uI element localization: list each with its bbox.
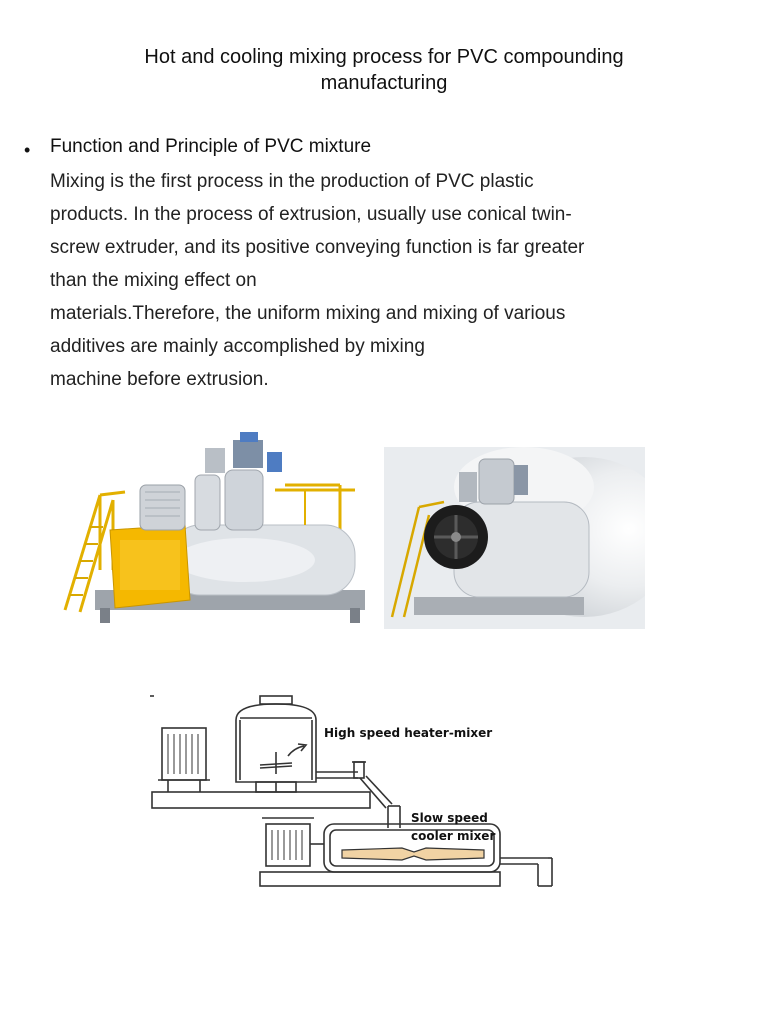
mixer-photo-right (384, 447, 645, 629)
paragraph-line-5: materials.Therefore, the uniform mixing and mixing of various (50, 303, 566, 324)
title-line-1: Hot and cooling mixing process for PVC compounding (144, 46, 624, 68)
section-heading: Function and Principle of PVC mixture (50, 136, 372, 157)
bullet-point: • (24, 140, 31, 160)
label-heater-mixer: High speed heater-mixer (324, 726, 493, 740)
paragraph-line-3: screw extruder, and its positive conveying function is far greater (50, 237, 585, 258)
label-cooler-mixer-line-1: Slow speed (411, 811, 488, 825)
label-cooler-mixer-line-2: cooler mixer (411, 829, 496, 843)
title-line-2: manufacturing (320, 72, 448, 94)
body-paragraph (50, 165, 650, 396)
mixer-photo-left (55, 430, 380, 630)
paragraph-line-4: than the mixing effect on (50, 270, 257, 291)
paragraph-line-1: Mixing is the first process in the production of PVC plastic (50, 171, 534, 192)
page-title (100, 44, 668, 96)
paragraph-line-6: additives are mainly accomplished by mixing (50, 336, 425, 357)
paragraph-line-2: products. In the process of extrusion, usually use conical twin- (50, 204, 572, 225)
paragraph-line-7: machine before extrusion. (50, 369, 269, 390)
mixer-process-diagram (148, 690, 558, 890)
